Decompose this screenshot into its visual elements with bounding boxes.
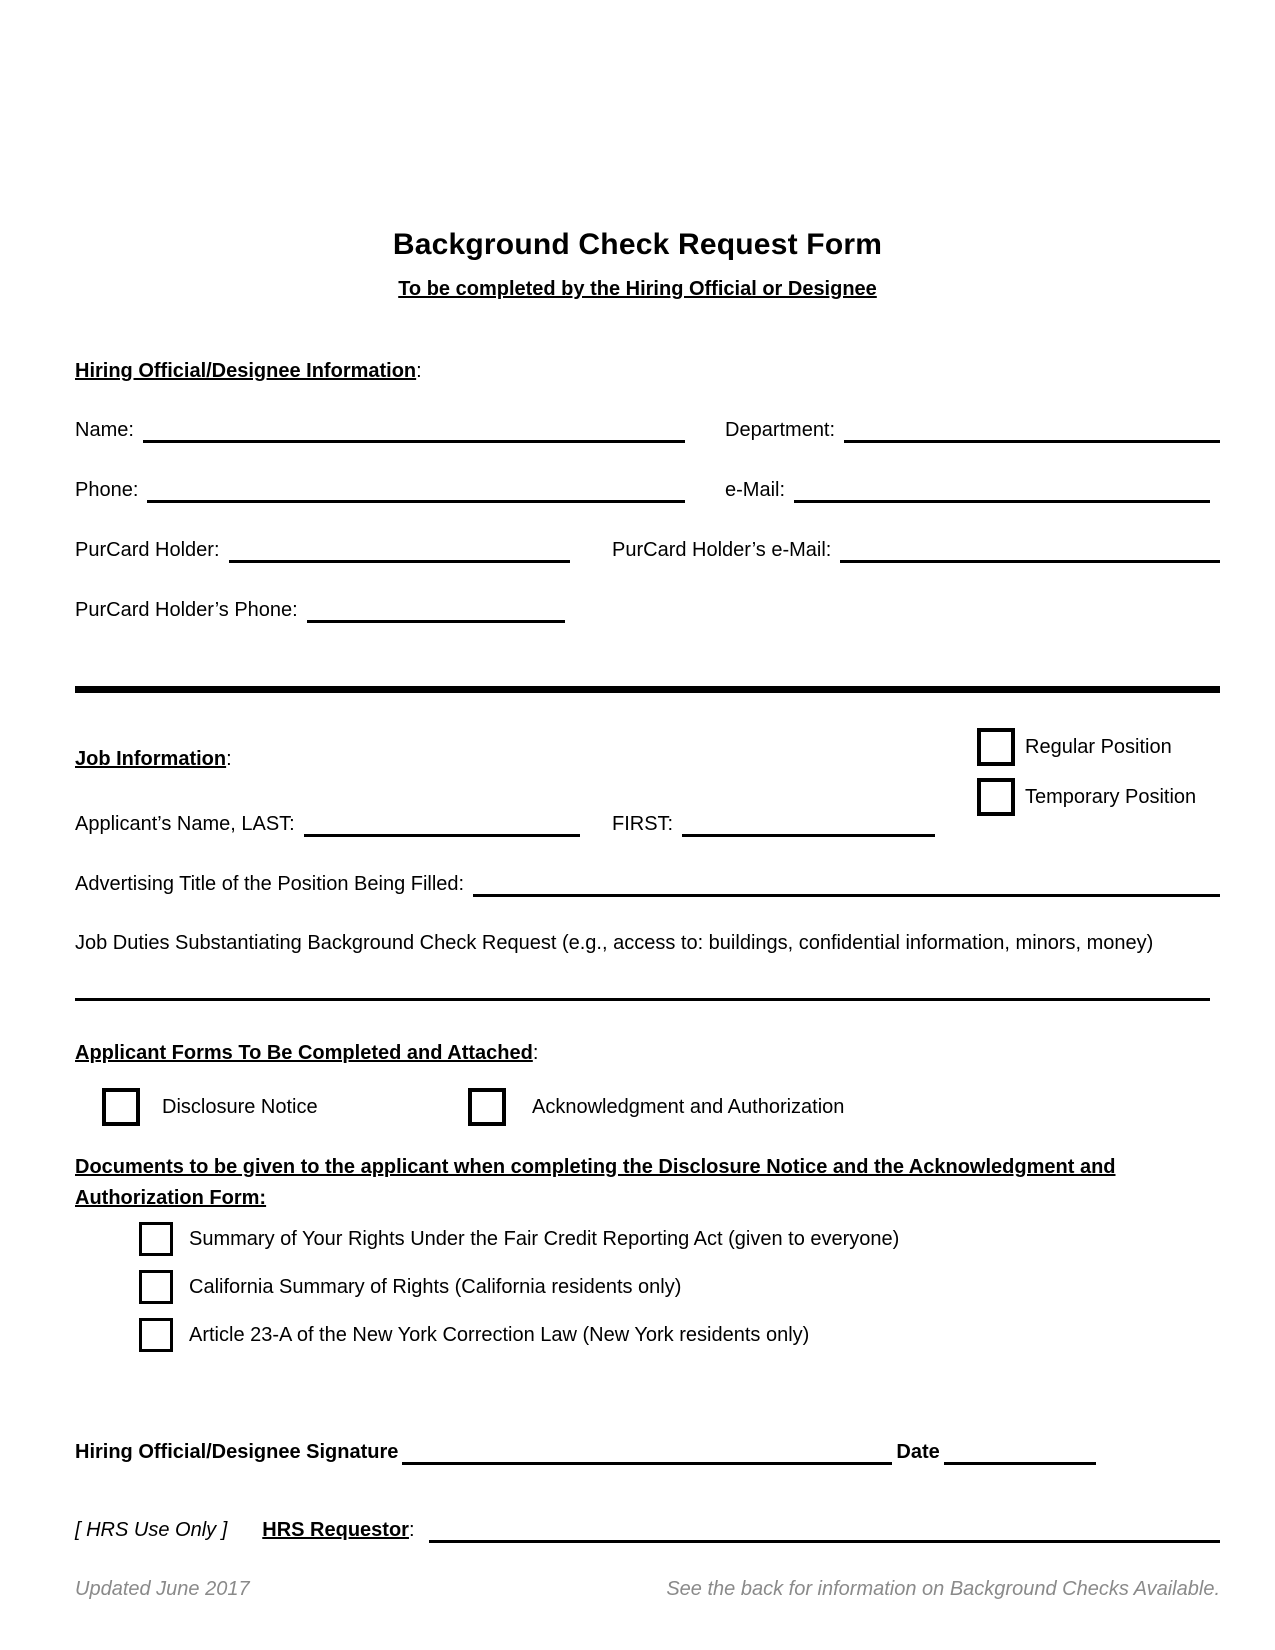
signature-label: Hiring Official/Designee Signature [75, 1441, 399, 1463]
california-summary-option [139, 1270, 681, 1304]
form-subtitle [0, 278, 1275, 301]
hrs-requestor-label: HRS Requestor: [262, 1519, 415, 1541]
documents-section-heading: Documents to be given to the applicant when completing the Disclosure Notice and the Acknowledgment and Authorization Form: [75, 1156, 1116, 1209]
regular-position-checkbox[interactable] [977, 728, 1015, 766]
hiring-section-heading: Hiring Official/Designee Information: [75, 360, 422, 382]
disclosure-notice-checkbox[interactable] [102, 1088, 140, 1126]
date-label: Date [896, 1441, 940, 1463]
email-field [725, 478, 1210, 503]
applicant-first-name-label: FIRST: [612, 813, 674, 835]
disclosure-notice-label: Disclosure Notice [162, 1096, 318, 1118]
form-subtitle-text: To be completed by the Hiring Official or Designee [398, 278, 877, 300]
department-input-line[interactable] [844, 440, 1220, 443]
purcard-holder-label: PurCard Holder: [75, 539, 220, 561]
department-label: Department: [725, 419, 836, 441]
email-label: e-Mail: [725, 479, 786, 501]
name-label: Name: [75, 419, 134, 441]
purcard-phone-label: PurCard Holder’s Phone: [75, 599, 298, 621]
purcard-holder-field [75, 538, 570, 563]
california-summary-label: California Summary of Rights (California residents only) [189, 1276, 682, 1298]
temporary-position-label: Temporary Position [1025, 786, 1197, 808]
applicant-forms-heading: Applicant Forms To Be Completed and Attached: [75, 1042, 539, 1064]
signature-row [75, 1440, 1220, 1465]
hrs-row [75, 1518, 1220, 1543]
advertising-title-input-line[interactable] [473, 894, 1220, 897]
phone-label: Phone: [75, 479, 139, 501]
section-divider [75, 686, 1220, 693]
purcard-phone-input-line[interactable] [307, 620, 565, 623]
fcra-summary-label: Summary of Your Rights Under the Fair Credit Reporting Act (given to everyone) [189, 1228, 900, 1250]
page-footer [75, 1578, 1220, 1601]
acknowledgment-authorization-option [468, 1088, 844, 1126]
footer-note-text: See the back for information on Background Checks Available. [666, 1578, 1220, 1600]
job-duties-label: Job Duties Substantiating Background Check Request (e.g., access to: buildings, confidential information, minors, money) [75, 932, 1154, 954]
phone-input-line[interactable] [147, 500, 685, 503]
fcra-summary-checkbox[interactable] [139, 1222, 173, 1256]
applicant-first-name-input-line[interactable] [682, 834, 935, 837]
applicant-last-name-field [75, 812, 580, 837]
purcard-holder-input-line[interactable] [229, 560, 570, 563]
hrs-use-only-label: [ HRS Use Only ] [75, 1519, 228, 1541]
job-section-heading: Job Information: [75, 748, 232, 770]
department-field [725, 418, 1220, 443]
purcard-email-field [612, 538, 1220, 563]
regular-position-option [977, 728, 1172, 766]
article-23a-option [139, 1318, 809, 1352]
acknowledgment-authorization-label: Acknowledgment and Authorization [532, 1096, 845, 1118]
article-23a-label: Article 23-A of the New York Correction Law (New York residents only) [189, 1324, 810, 1346]
advertising-title-field [75, 872, 1220, 897]
purcard-email-input-line[interactable] [840, 560, 1220, 563]
job-duties-input-line[interactable] [75, 998, 1210, 1001]
purcard-phone-field [75, 598, 565, 623]
purcard-email-label: PurCard Holder’s e-Mail: [612, 539, 832, 561]
applicant-last-name-input-line[interactable] [304, 834, 580, 837]
california-summary-checkbox[interactable] [139, 1270, 173, 1304]
signature-input-line[interactable] [402, 1462, 892, 1465]
article-23a-checkbox[interactable] [139, 1318, 173, 1352]
temporary-position-checkbox[interactable] [977, 778, 1015, 816]
email-input-line[interactable] [794, 500, 1210, 503]
name-field [75, 418, 685, 443]
applicant-first-name-field [612, 812, 935, 837]
phone-field [75, 478, 685, 503]
regular-position-label: Regular Position [1025, 736, 1172, 758]
footer-updated-text: Updated June 2017 [75, 1578, 250, 1600]
hrs-requestor-input-line[interactable] [429, 1540, 1220, 1543]
acknowledgment-authorization-checkbox[interactable] [468, 1088, 506, 1126]
temporary-position-option [977, 778, 1196, 816]
advertising-title-label: Advertising Title of the Position Being Filled: [75, 873, 465, 895]
date-input-line[interactable] [944, 1462, 1096, 1465]
disclosure-notice-option [102, 1088, 318, 1126]
fcra-summary-option [139, 1222, 899, 1256]
form-title: Background Check Request Form [392, 228, 883, 261]
applicant-last-name-label: Applicant’s Name, LAST: [75, 813, 295, 835]
name-input-line[interactable] [143, 440, 685, 443]
